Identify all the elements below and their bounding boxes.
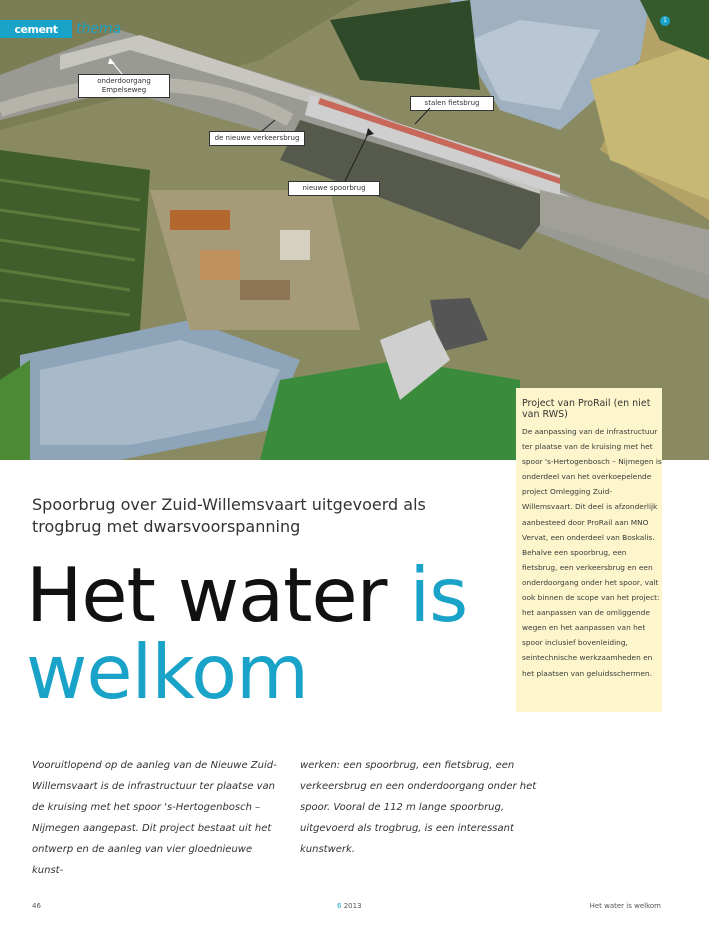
sidebar-title: Project van ProRail (en niet van RWS) [522,398,651,420]
label-underpass: onderdoorgang Empelseweg [78,74,170,98]
issue-year: 2013 [343,902,362,910]
headline-part1: Het water [26,551,410,639]
intro-column-1: Vooruitlopend op de aanleg van de Nieuwe Zuid-Willemsvaart is de infrastructuur ter plaatse van de kruising met het spoor 's-Hertogenbosch – Nijmegen aangepast. Dit project bestaat uit het ontwerp en de aanleg van vier gloednieuwe kunst- [32,760,277,876]
photo-number-badge: 1 [660,16,670,26]
label-traffic-bridge: de nieuwe verkeersbrug [209,131,305,146]
sidebar-box [516,388,662,712]
article-headline [26,551,506,716]
label-steel-bridge: stalen fietsbrug [410,96,494,111]
headline-accent: is [409,551,468,639]
running-title: Het water is welkom [589,902,661,910]
label-rail-bridge: nieuwe spoorbrug [288,181,380,196]
sidebar-body: De aanpassing van de infrastructuur ter plaatse van de kruising met het spoor 's-Hertogenbosch – Nijmegen is onderdeel van het overkoepelende project Omlegging Zuid-Willemsvaart. Dit deel is afzonderlijk aanbesteed door ProRail aan MNO Vervat, een onderdeel van Boskalis. Behalve een spoorbrug, een fietsbrug, een verkeersbrug en een onderdoorgang onder het spoor, valt ook binnen de scope van het project: het aanpassen van de omliggende wegen en het aanpassen van het spoor inclusief bovenleiding, seintechnische werkzaamheden en het plaatsen van geluidsschermen. [522,427,662,678]
issue-info [337,902,362,910]
headline-part2: welkom [26,628,309,716]
callout-lines [0,0,709,260]
cement-logo: cement [0,20,72,38]
section-label: thema [76,21,122,37]
issue-number: 6 [337,902,342,910]
article-subtitle: Spoorbrug over Zuid-Willemsvaart uitgevoerd als trogbrug met dwarsvoorspanning [32,495,426,536]
page-number: 46 [32,902,41,910]
intro-column-2: werken: een spoorbrug, een fietsbrug, een verkeersbrug en een onderdoorgang onder het spoor. Vooral de 112 m lange spoorbrug, uitgevoerd als trogbrug, is een interessant kunstwerk. [300,760,537,855]
